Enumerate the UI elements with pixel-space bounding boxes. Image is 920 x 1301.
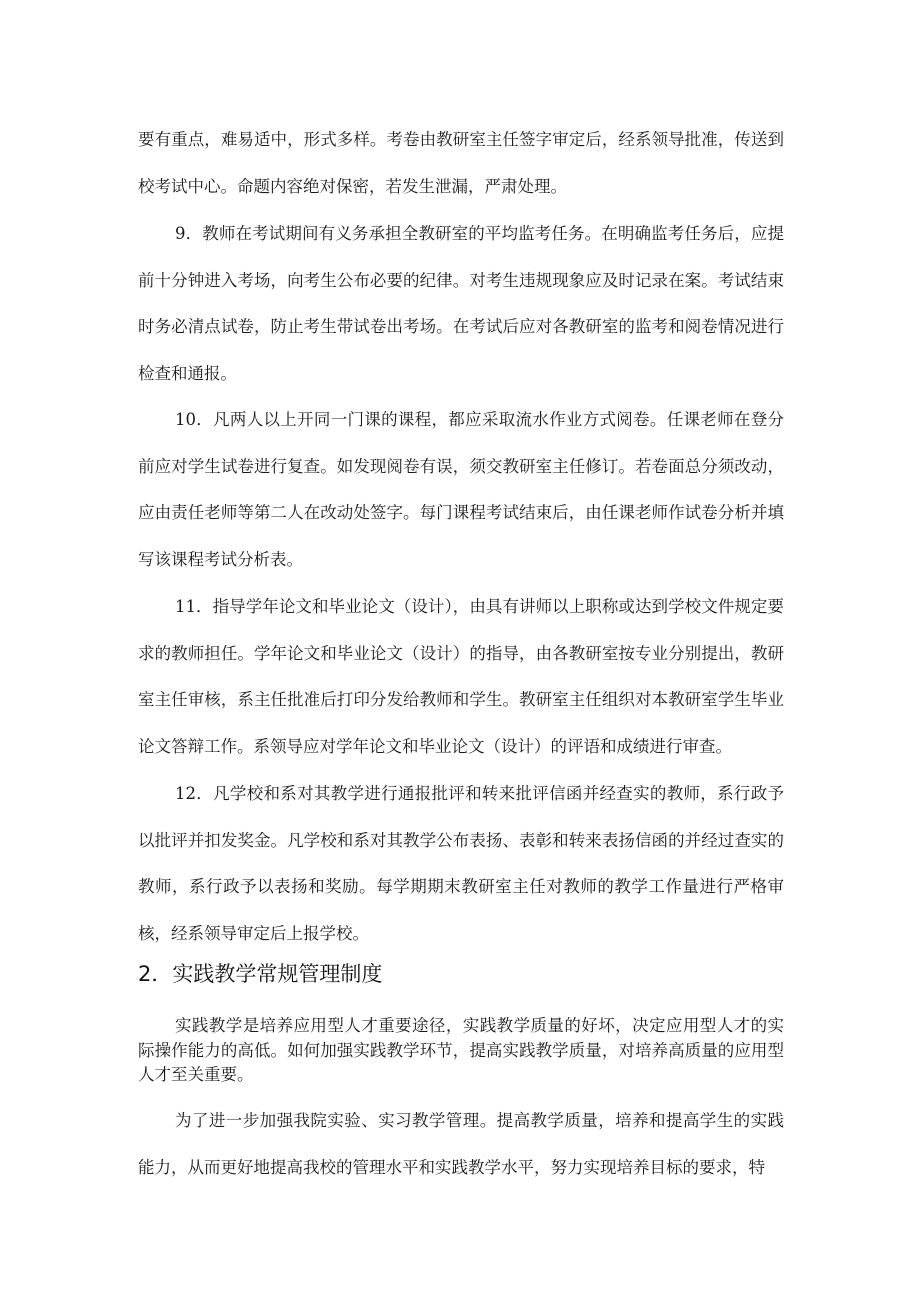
section-heading: 2．实践教学常规管理制度 bbox=[138, 962, 383, 986]
paragraph-item-9-invigilation: 9．教师在考试期间有义务承担全教研室的平均监考任务。在明确监考任务后，应提前十分钟进入考场，向考生公布必要的纪律。对考生违规现象应及时记录在案。考试结束时务必清点试卷，防止考生带试卷出考场。在考试后应对各教研室的监考和阅卷情况进行检查和通报。 bbox=[138, 224, 784, 383]
paragraph-item-11-thesis: 11．指导学年论文和毕业论文（设计），由具有讲师以上职称或达到学校文件规定要求的教师担任。学年论文和毕业论文（设计）的指导，由各教研室按专业分别提出，教研室主任审核，系主任批准后打印分发给教师和学生。教研室主任组织对本教研室学生毕业论文答辩工作。系领导应对学年论文和毕业论文（设计）的评语和成绩进行审查。 bbox=[138, 597, 784, 756]
paragraph-exam-paper-approval: 要有重点，难易适中，形式多样。考卷由教研室主任签字审定后，经系领导批准，传送到校考试中心。命题内容绝对保密，若发生泄漏，严肃处理。 bbox=[138, 130, 784, 196]
paragraph-practice-intro: 实践教学是培养应用型人才重要途径，实践教学质量的好坏，决定应用型人才的实际操作能力的高低。如何加强实践教学环节，提高实践教学质量，对培养高质量的应用型人才至关重要。 bbox=[138, 1016, 784, 1084]
paragraph-practice-body: 为了进一步加强我院实验、实习教学管理。提高教学质量，培养和提高学生的实践能力，从而更好地提高我校的管理水平和实践教学水平，努力实现培养目标的要求，特 bbox=[138, 1111, 784, 1177]
paragraph-item-12-evaluation: 12．凡学校和系对其教学进行通报批评和转来批评信函并经查实的教师，系行政予以批评并扣发奖金。凡学校和系对其教学公布表扬、表彰和转来表扬信函的并经过查实的教师，系行政予以表扬和奖励。每学期期末教研室主任对教师的教学工作量进行严格审核，经系领导审定后上报学校。 bbox=[138, 784, 784, 943]
paragraph-item-10-grading: 10．凡两人以上开同一门课的课程，都应采取流水作业方式阅卷。任课老师在登分前应对学生试卷进行复查。如发现阅卷有误，须交教研室主任修订。若卷面总分须改动，应由责任老师等第二人在改动处签字。每门课程考试结束后，由任课老师作试卷分析并填写该课程考试分析表。 bbox=[138, 410, 784, 569]
